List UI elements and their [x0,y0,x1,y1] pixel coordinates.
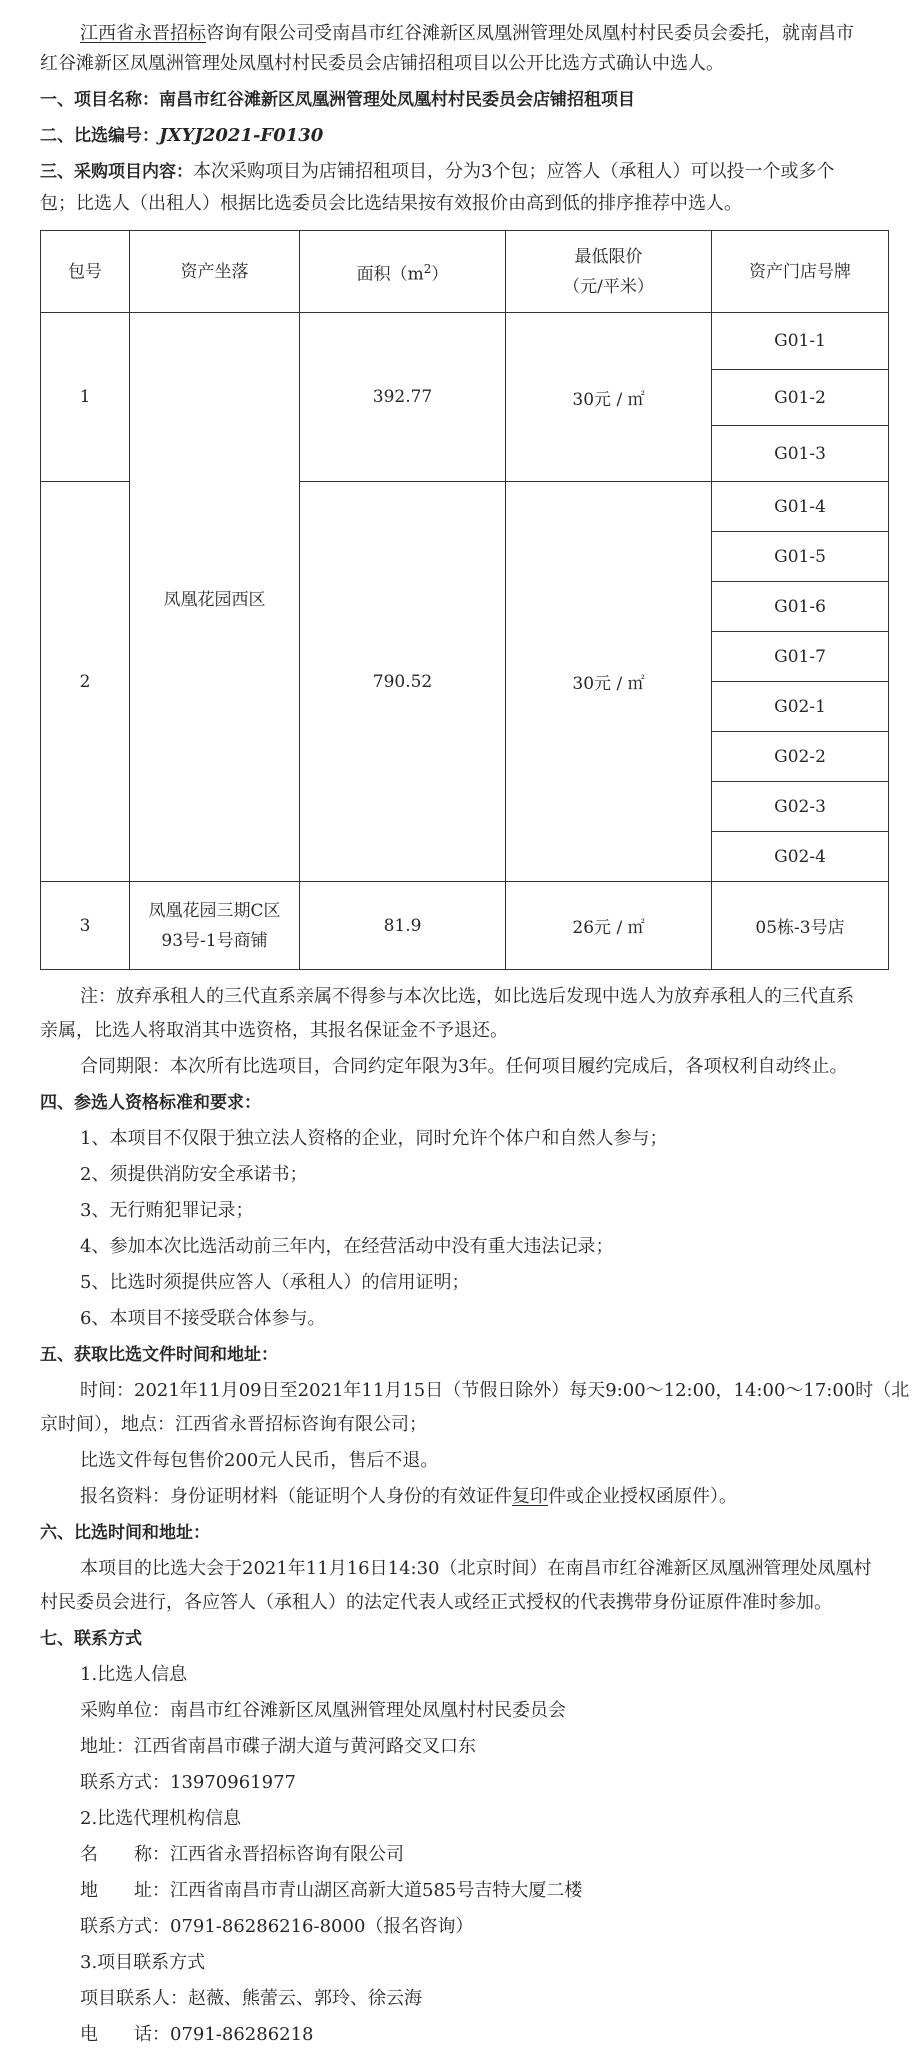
shop-number: 05栋-3号店 [712,882,889,970]
agent-name: 名 称：江西省永晋招标咨询有限公司 [80,1844,404,1865]
buyer-address: 地址：江西省南昌市碟子湖大道与黄河路交叉口东 [80,1736,476,1757]
price-value: 30元 / ㎡ [506,313,712,482]
section-1-project-name: 一、项目名称：南昌市红谷滩新区凤凰洲管理处凤凰村村民委员会店铺招租项目 [40,90,635,110]
meeting-line-2: 村民委员会进行，各应答人（承租人）的法定代表人或经正式授权的代表携带身份证原件准时参加。 [40,1592,832,1613]
table-row [41,313,889,370]
required-docs: 报名资料：身份证明材料（能证明个人身份的有效证件复印件或企业授权函原件）。 [80,1486,737,1507]
package-number: 3 [41,882,130,970]
project-phone: 电 话：0791-86286218 [80,2024,314,2045]
note-line-2: 亲属，比选人将取消其中选资格，其报名保证金不予退还。 [40,1020,508,1041]
header-area: 面积$(m^2)$ [300,231,506,313]
shop-number: G01-7 [712,632,889,682]
section-7-title: 七、联系方式 [40,1629,142,1649]
section-2-bid-number: 二、比选编号：JXYJ2021-F0130 [40,125,324,146]
price-value: 26元 / ㎡ [506,882,712,970]
shop-number: G01-2 [712,370,889,426]
fee-line: 比选文件每包售价200元人民币，售后不退。 [80,1450,439,1471]
price-value: 30元 / ㎡ [506,482,712,882]
table-row [41,882,889,970]
shop-number: G01-6 [712,582,889,632]
agent-info-heading: 2.比选代理机构信息 [80,1808,242,1829]
buyer-name: 采购单位：南昌市红谷滩新区凤凰洲管理处凤凰村村民委员会 [80,1700,566,1721]
section-4-title: 四、参选人资格标准和要求： [40,1093,261,1113]
contract-term: 合同期限：本次所有比选项目，合同约定年限为3年。任何项目履约完成后，各项权利自动终止。 [80,1056,848,1077]
section-3-line-1: 三、采购项目内容：本次采购项目为店铺招租项目，分为3个包；应答人（承租人）可以投一个或多个 [40,161,835,182]
agent-address: 地 址：江西省南昌市青山湖区高新大道585号吉特大厦二楼 [80,1880,583,1901]
header-location: 资产坐落 [130,231,300,313]
intro-line-2: 红谷滩新区凤凰洲管理处凤凰村村民委员会店铺招租项目以公开比选方式确认中选人。 [40,53,724,74]
requirement-item: 6、本项目不接受联合体参与。 [80,1308,326,1329]
header-shop: 资产门店号牌 [712,231,889,313]
requirement-item: 5、比选时须提供应答人（承租人）的信用证明； [80,1272,470,1293]
time-line-1: 时间：2021年11月09日至2021年11月15日（节假日除外）每天9:00～12:00，14:00～17:00时（北 [80,1380,910,1401]
package-number: 2 [41,482,130,882]
buyer-phone: 联系方式：13970961977 [80,1772,296,1793]
requirement-item: 3、无行贿犯罪记录； [80,1200,254,1221]
section-3-line-2: 包；比选人（出租人）根据比选委员会比选结果按有效报价由高到低的排序推荐中选人。 [40,193,742,214]
project-contact-heading: 3.项目联系方式 [80,1952,206,1973]
requirement-item: 2、须提供消防安全承诺书； [80,1164,308,1185]
shop-number: G01-1 [712,313,889,370]
section-6-title: 六、比选时间和地址： [40,1523,210,1543]
note-line-1: 注：放弃承租人的三代直系亲属不得参与本次比选，如比选后发现中选人为放弃承租人的三代直系 [80,986,854,1007]
shop-number: G02-4 [712,832,889,882]
intro-line-1: 江西省永晋招标咨询有限公司受南昌市红谷滩新区凤凰洲管理处凤凰村村民委员会委托，就南昌市 [80,23,854,44]
header-price: 最低限价 （元/平米） [506,231,712,313]
requirement-item: 1、本项目不仅限于独立法人资格的企业，同时允许个体户和自然人参与； [80,1128,668,1149]
shop-number: G01-5 [712,532,889,582]
asset-table [40,230,889,970]
area-value: 81.9 [300,882,506,970]
shop-number: G01-3 [712,426,889,482]
area-value: 392.77 [300,313,506,482]
area-value: 790.52 [300,482,506,882]
shop-number: G01-4 [712,482,889,532]
shop-number: G02-2 [712,732,889,782]
time-line-2: 京时间），地点：江西省永晋招标咨询有限公司； [40,1414,427,1435]
table-header-row [41,231,889,313]
project-contacts: 项目联系人：赵薇、熊蕾云、郭玲、徐云海 [80,1988,422,2009]
shop-number: G02-3 [712,782,889,832]
package-number: 1 [41,313,130,482]
shop-number: G02-1 [712,682,889,732]
section-5-title: 五、获取比选文件时间和地址： [40,1345,278,1365]
asset-location: 凤凰花园三期C区 93号-1号商铺 [130,882,300,970]
meeting-line-1: 本项目的比选大会于2021年11月16日14:30（北京时间）在南昌市红谷滩新区凤凰洲管理处凤凰村 [80,1558,872,1579]
buyer-info-heading: 1.比选人信息 [80,1664,188,1685]
header-package: 包号 [41,231,130,313]
requirement-item: 4、参加本次比选活动前三年内，在经营活动中没有重大违法记录； [80,1236,614,1257]
agency-name-underlined: 江西省永晋招标 [80,23,206,44]
asset-location: 凤凰花园西区 [130,313,300,882]
agent-phone: 联系方式：0791-86286216-8000（报名咨询） [80,1916,474,1937]
